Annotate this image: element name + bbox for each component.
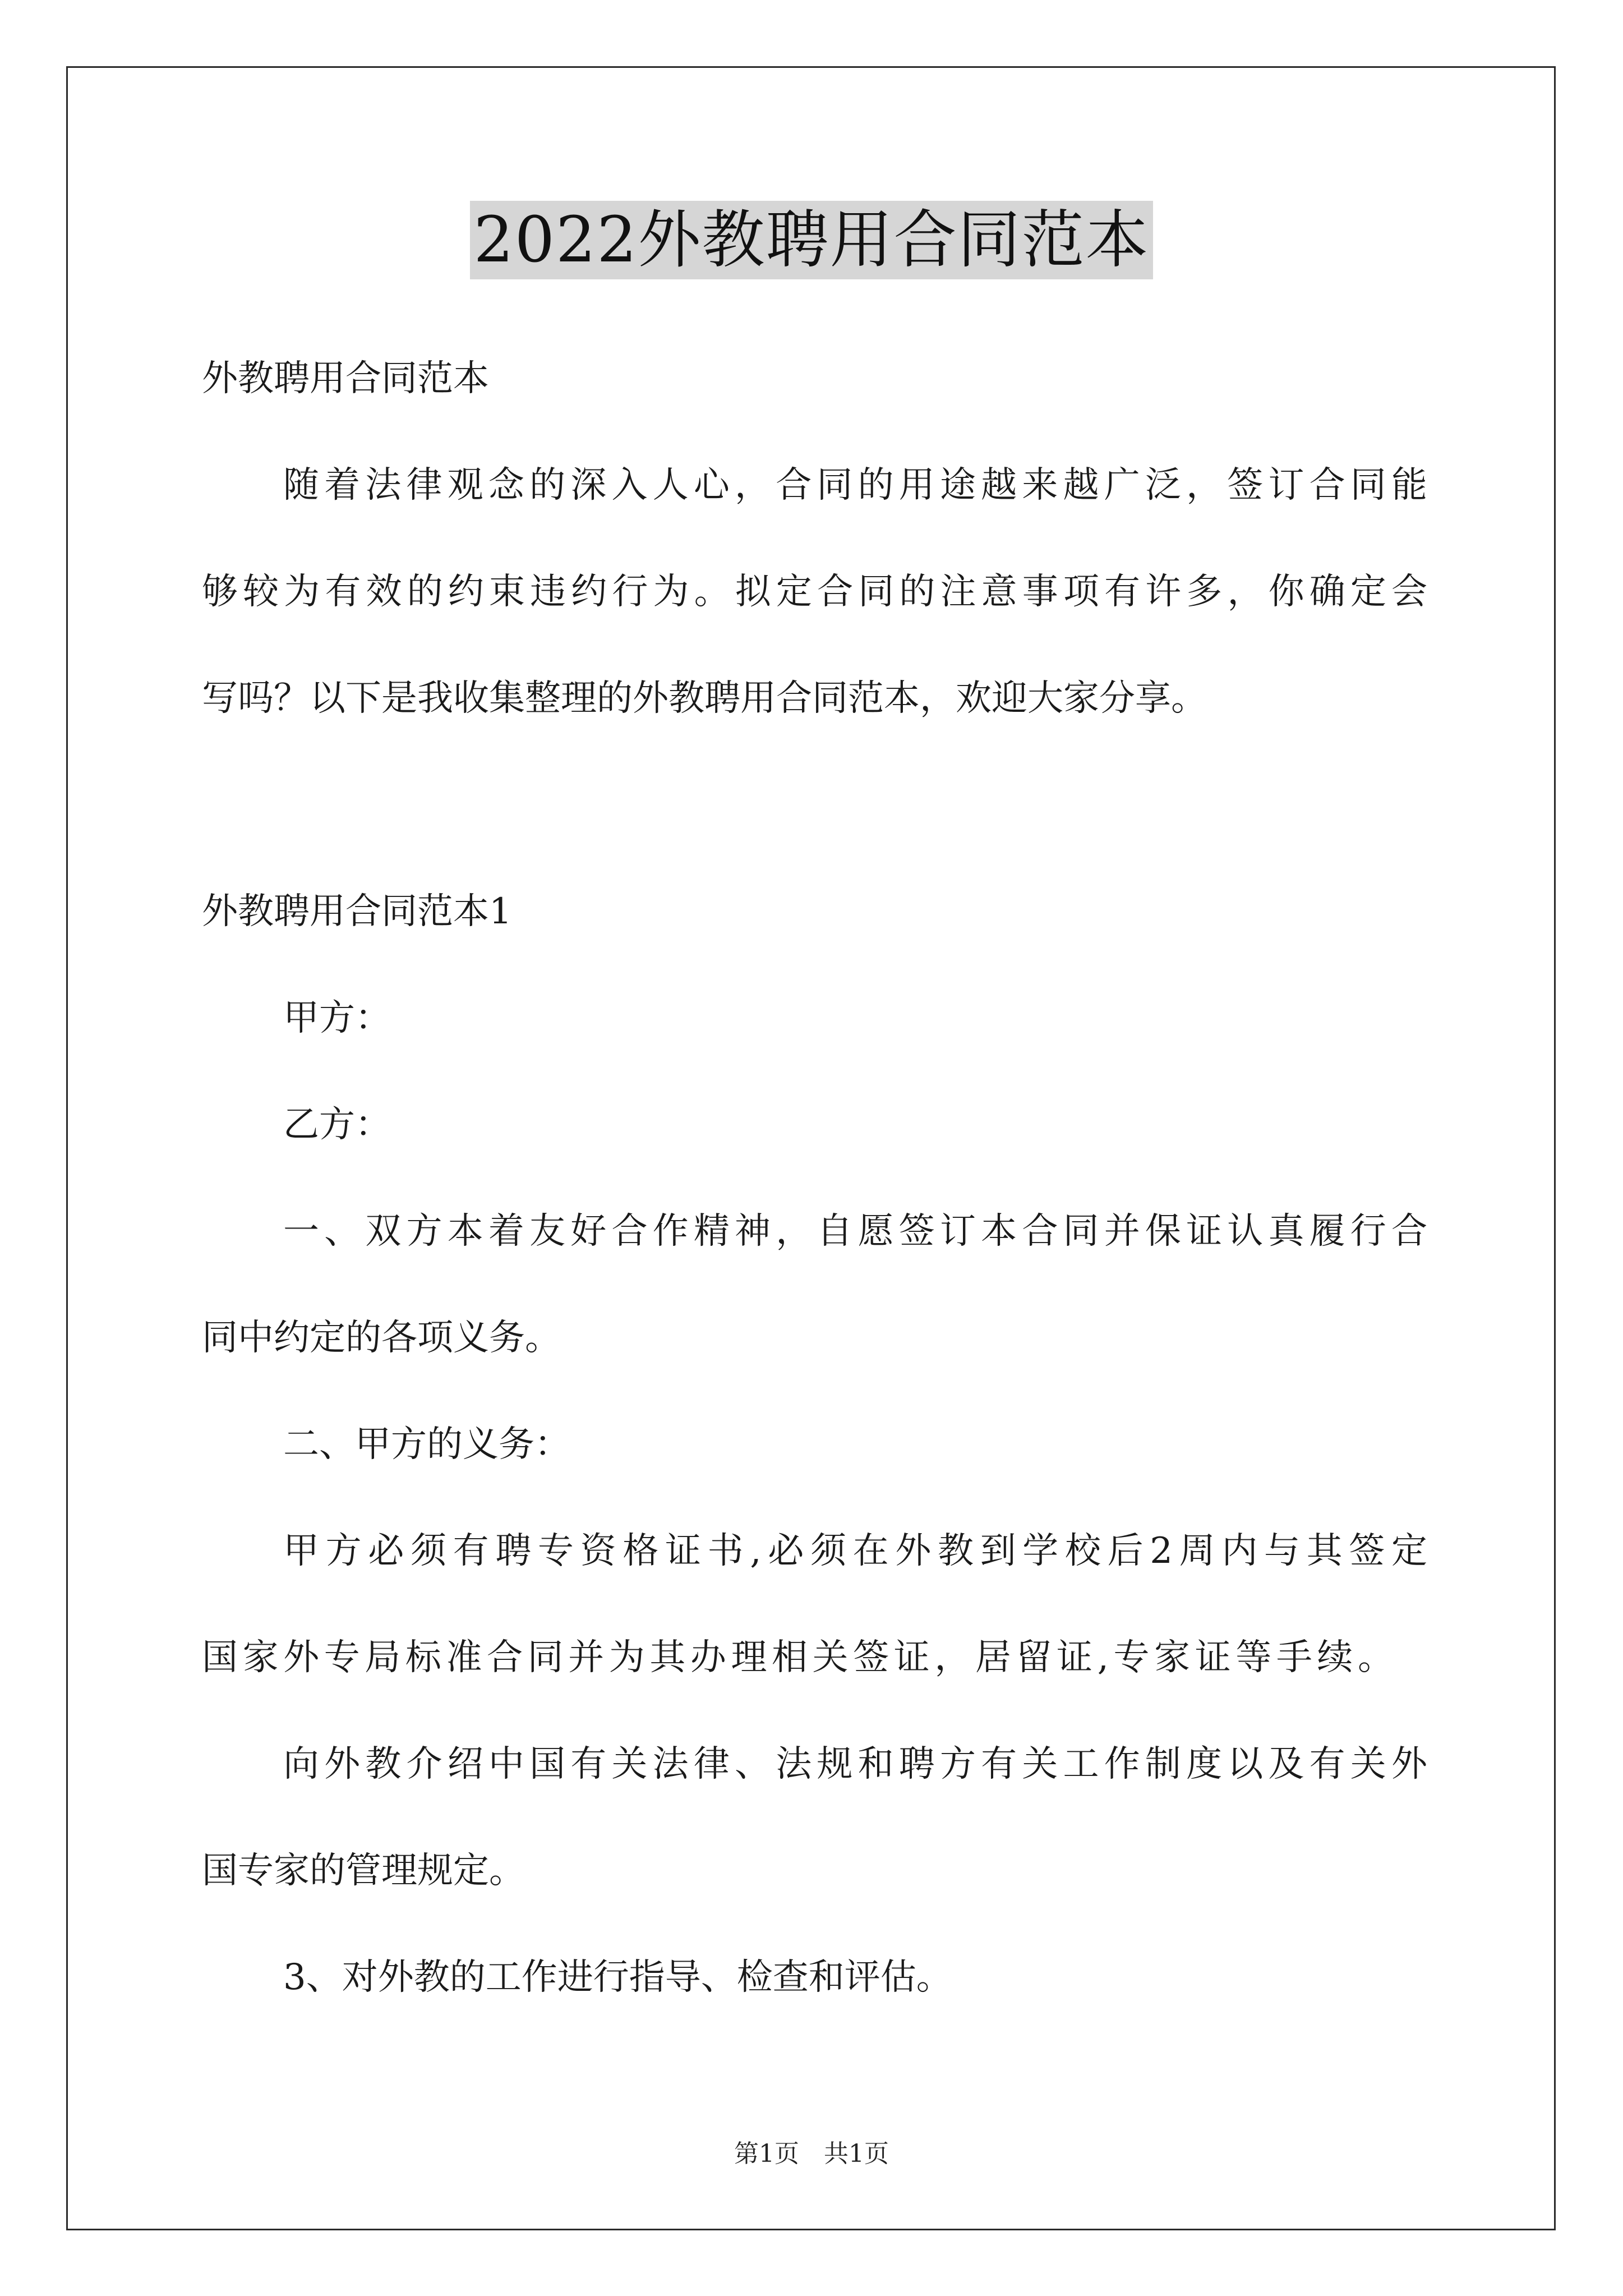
party-a-label: 甲方： bbox=[283, 997, 391, 1039]
clause-2-p2-line-1: 向外教介绍中国有关法律、法规和聘方有关工作制度以及有关外 bbox=[283, 1743, 1427, 1785]
clause-1-line-2: 同中约定的各项义务。 bbox=[202, 1317, 561, 1359]
party-b-label: 乙方： bbox=[283, 1104, 391, 1145]
section-heading: 外教聘用合同范本1 bbox=[202, 891, 512, 932]
document-title: 2022外教聘用合同范本 bbox=[470, 201, 1152, 279]
clause-1-line-1: 一、双方本着友好合作精神，自愿签订本合同并保证认真履行合 bbox=[283, 1211, 1427, 1252]
clause-2-p2-line-2: 国专家的管理规定。 bbox=[202, 1850, 525, 1892]
intro-line-3: 写吗？以下是我收集整理的外教聘用合同范本，欢迎大家分享。 bbox=[202, 678, 1207, 719]
clause-2-heading: 二、甲方的义务： bbox=[283, 1424, 570, 1465]
title-container bbox=[0, 201, 1623, 279]
page-footer: 第1页 共1页 bbox=[734, 2139, 889, 2168]
intro-line-2: 够较为有效的约束违约行为。拟定合同的注意事项有许多，你确定会 bbox=[202, 571, 1427, 613]
intro-line-1: 随着法律观念的深入人心，合同的用途越来越广泛，签订合同能 bbox=[283, 464, 1427, 506]
clause-2-p1-line-2: 国家外专局标准合同并为其办理相关签证，居留证,专家证等手续。 bbox=[202, 1637, 1394, 1678]
clause-2-p1-line-1: 甲方必须有聘专资格证书,必须在外教到学校后2周内与其签定 bbox=[283, 1530, 1427, 1572]
clause-2-p3: 3、对外教的工作进行指导、检查和评估。 bbox=[283, 1957, 952, 1998]
document-subtitle: 外教聘用合同范本 bbox=[202, 358, 489, 399]
